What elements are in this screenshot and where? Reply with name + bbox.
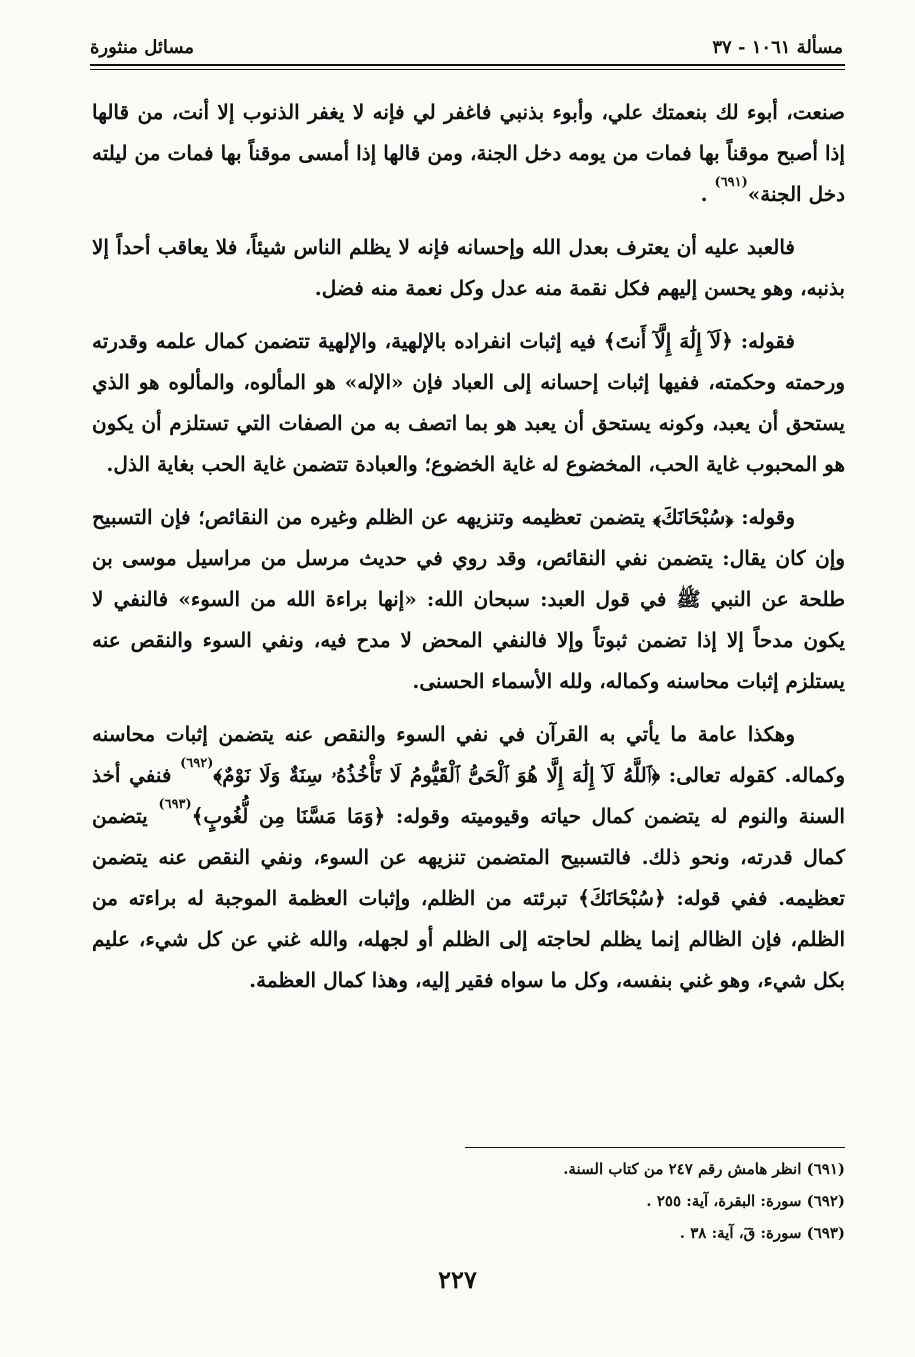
header-rule-thin	[90, 69, 845, 70]
footnotes	[92, 1153, 845, 1249]
main-text	[92, 92, 845, 1001]
footnote-692: (٦٩٢) سورة: البقرة، آية: ٢٥٥ .	[646, 1192, 845, 1210]
header-rule-thick	[90, 64, 845, 66]
header-section-title: مسائل منثورة	[90, 36, 195, 58]
running-header	[90, 30, 843, 64]
footnote-ref-691: (٦٩١)	[714, 175, 748, 190]
footnote-ref-692: (٦٩٢)	[180, 756, 214, 771]
footnote-rule	[465, 1147, 845, 1148]
paragraph-4: وقوله: ﴿سُبْحَانَكَ﴾ يتضمن تعظيمه وتنزيهه عن الظلم وغيره من النقائص؛ فإن التسبيح وإن كان يقال: يتضمن نفي النقائص، وقد روي في حديث مرسل من مراسيل موسى بن طلحة عن النبي ﷺ في قول العبد: سبحان الله: «إنها براءة الله من السوء» فالنفي لا يكون مدحاً إلا إذا تضمن ثبوتاً وإلا فالنفي المحض لا مدح فيه، ونفي السوء والنقص عنه يستلزم إثبات محاسنه وكماله، ولله الأسماء الحسنى.	[92, 505, 845, 693]
header-issue-number: مسألة ١٠٦١ - ٣٧	[712, 36, 843, 58]
paragraph-5: وهكذا عامة ما يأتي به القرآن في نفي السوء والنقص عنه يتضمن إثبات محاسنه وكماله. كقوله تعالى: ﴿ٱللَّهُ لَآ إِلَٰهَ إِلَّا هُوَ ٱلْحَىُّ ٱلْقَيُّومُ لَا تَأْخُذُهُۥ سِنَةٌ وَلَا نَوْمٌ﴾$^{(٦٩٢)}$ فنفي أخذ السنة والنوم له يتضمن كمال حياته وقيوميته وقوله: ﴿وَمَا مَسَّنَا مِن لُّغُوبٍ﴾$^{(٦٩٣)}$ يتضمن كمال قدرته، ونحو ذلك. فالتسبيح المتضمن تنزيهه عن السوء، ونفي النقص عنه يتضمن تعظيمه. ففي قوله: ﴿سُبْحَانَكَ﴾ تبرئته من الظلم، وإثبات العظمة الموجبة له براءته من الظلم، فإن الظالم إنما يظلم لحاجته إلى الظلم أو لجهله، والله غني عن كل شيء، عليم بكل شيء، وهو غني بنفسه، وكل ما سواه فقير إليه، وهذا كمال العظمة.	[92, 722, 845, 992]
footnote-691: (٦٩١) انظر هامش رقم ٢٤٧ من كتاب السنة.	[563, 1160, 845, 1178]
footnote-693: (٦٩٣) سورة: قٓ، آية: ٣٨ .	[679, 1224, 845, 1242]
paragraph-1: صنعت، أبوء لك بنعمتك علي، وأبوء بذنبي فاغفر لي فإنه لا يغفر الذنوب إلا أنت، من قالها إذا أصبح موقناً بها فمات من يومه دخل الجنة، ومن قالها إذا أمسى موقناً بها فمات من ليلته دخل الجنة»$^{(٦٩١)}$ .	[92, 100, 845, 206]
page-number: ٢٢٧	[438, 1265, 477, 1294]
paragraph-2: فالعبد عليه أن يعترف بعدل الله وإحسانه فإنه لا يظلم الناس شيئاً، فلا يعاقب أحداً إلا بذنبه، وهو يحسن إليهم فكل نقمة منه عدل وكل نعمة منه فضل.	[92, 235, 845, 300]
footnote-ref-693: (٦٩٣)	[158, 797, 192, 812]
paragraph-3: فقوله: ﴿لَآ إِلَٰهَ إِلَّآ أَنتَ﴾ فيه إثبات انفراده بالإلهية، والإلهية تتضمن كمال علمه وقدرته ورحمته وحكمته، ففيها إثبات إحسانه إلى العباد فإن «الإله» هو المألوه، والمألوه هو الذي يستحق أن يعبد، وكونه يستحق أن يعبد هو بما اتصف به من الصفات التي تستلزم أن يكون هو المحبوب غاية الحب، المخضوع له غاية الخضوع؛ والعبادة تتضمن غاية الحب بغاية الذل.	[92, 329, 845, 476]
